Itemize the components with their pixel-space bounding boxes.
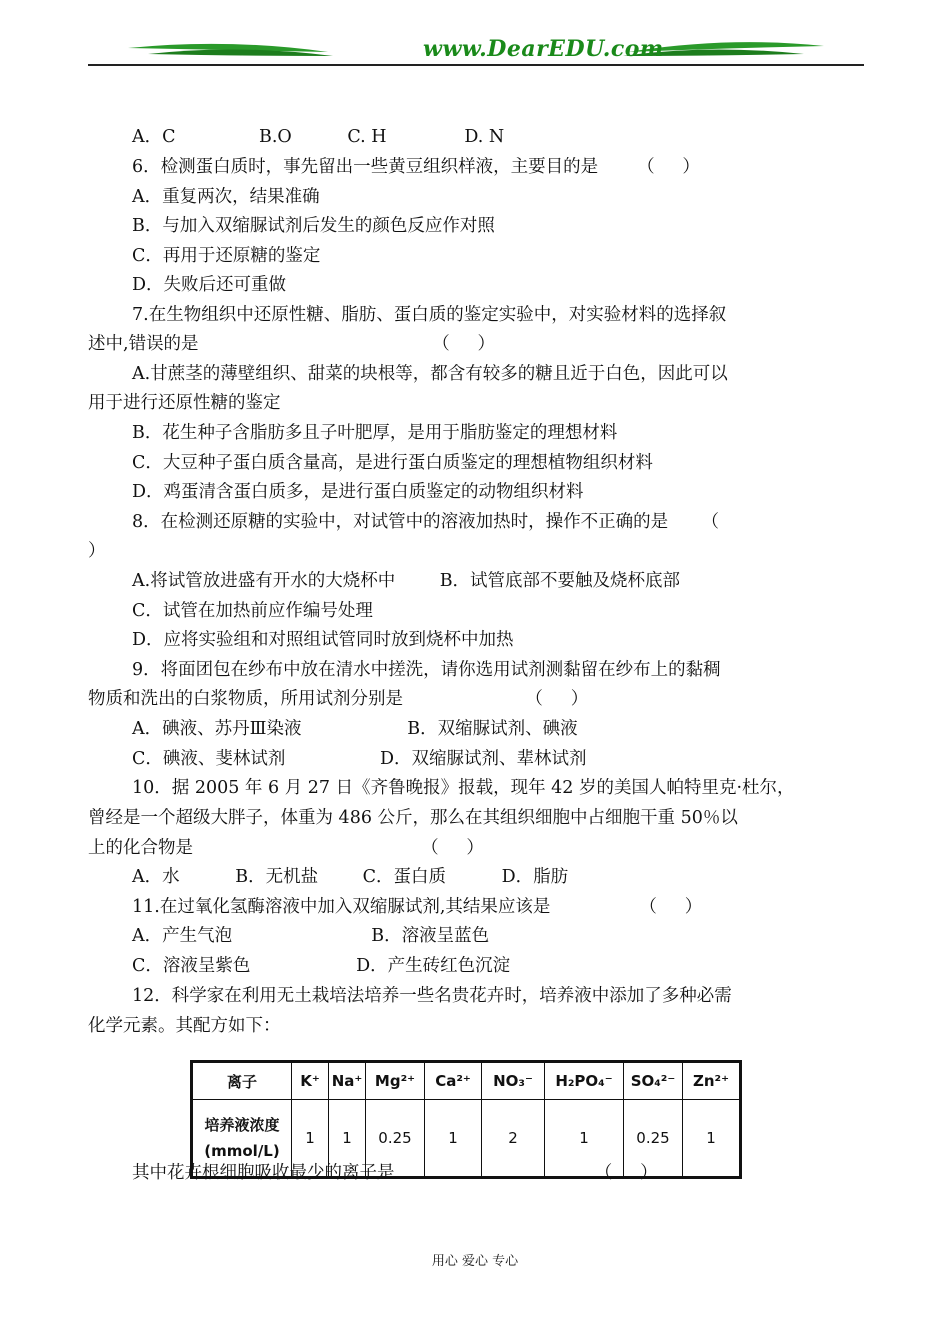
page-header [88,34,864,74]
ion-header-cell: Zn²⁺ [683,1062,741,1100]
text-line: 10．据 2005 年 6 月 27 日《齐鲁晚报》报载，现年 42 岁的美国人帕特里克·杜尔， [132,778,795,798]
text-line: 化学元素。其配方如下： [88,1016,281,1036]
text-line: 用于进行还原性糖的鉴定 [88,393,281,413]
text-line: C．再用于还原糖的鉴定 [132,246,321,266]
ion-header-cell: K⁺ [292,1062,329,1100]
text-line: A．碘液、苏丹Ⅲ染液 B．双缩脲试剂、碘液 [132,719,578,739]
text-line: A.甘蔗茎的薄壁组织、甜菜的块根等，都含有较多的糖且近于白色，因此可以 [132,364,728,384]
text-line: A．水 B．无机盐 C．蛋白质 D．脂肪 [132,867,569,887]
ion-header-cell: Mg²⁺ [366,1062,425,1100]
ion-row-label: 培养液浓度 (mmol/L) [192,1100,292,1178]
text-line: 11.在过氧化氢酶溶液中加入双缩脲试剂,其结果应该是 （ ） [132,897,703,917]
ion-table-value-row [192,1100,741,1178]
text-line: D．应将实验组和对照组试管同时放到烧杯中加热 [132,630,514,650]
ion-value-cell: 0.25 [366,1100,425,1178]
ion-header-cell: H₂PO₄⁻ [545,1062,624,1100]
ion-value-cell: 2 [482,1100,545,1178]
ion-table-header-row [192,1062,741,1100]
text-line: 9．将面团包在纱布中放在清水中搓洗，请你选用试剂测黏留在纱布上的黏稠 [132,660,721,680]
ion-value-cell: 1 [292,1100,329,1178]
text-line: A.将试管放进盛有开水的大烧杯中 B．试管底部不要触及烧杯底部 [132,571,681,591]
text-line: 其中花卉根细胞吸收最少的离子是 （ ） [132,1163,658,1183]
text-line: 7.在生物组织中还原性糖、脂肪、蛋白质的鉴定实验中，对实验材料的选择叙 [132,305,727,325]
text-line: 曾经是一个超级大胖子，体重为 486 公斤，那么在其组织细胞中占细胞干重 50％以 [88,808,738,828]
header-rule [88,64,864,66]
ion-value-cell: 1 [683,1100,741,1178]
text-line: C．试管在加热前应作编号处理 [132,601,373,621]
text-line: C．溶液呈紫色 D．产生砖红色沉淀 [132,956,511,976]
ion-header-cell: Na⁺ [329,1062,366,1100]
text-line: 12．科学家在利用无土栽培法培养一些名贵花卉时，培养液中添加了多种必需 [132,986,732,1006]
site-logo[interactable]: www.DearEDU.com [423,36,664,62]
ion-value-cell: 0.25 [624,1100,683,1178]
text-line: 6．检测蛋白质时，事先留出一些黄豆组织样液，主要目的是 （ ） [132,157,700,177]
ion-header-cell: NO₃⁻ [482,1062,545,1100]
text-line: D．鸡蛋清含蛋白质多，是进行蛋白质鉴定的动物组织材料 [132,482,584,502]
ion-value-cell: 1 [425,1100,482,1178]
text-line: D．失败后还可重做 [132,275,287,295]
text-line: C．碘液、斐林试剂 D．双缩脲试剂、辈林试剂 [132,749,587,769]
text-line: B．花生种子含脂肪多且子叶肥厚，是用于脂肪鉴定的理想材料 [132,423,618,443]
ion-header-cell: 离子 [192,1062,292,1100]
text-line: A．C B.O C. H D. N [132,127,505,147]
ion-header-cell: Ca²⁺ [425,1062,482,1100]
text-line: C．大豆种子蛋白质含量高，是进行蛋白质鉴定的理想植物组织材料 [132,453,653,473]
text-line: 述中,错误的是 （ ） [88,334,496,354]
text-line: A．重复两次，结果准确 [132,187,320,207]
ion-header-cell: SO₄²⁻ [624,1062,683,1100]
text-line: 上的化合物是 （ ） [88,838,484,858]
ion-value-cell: 1 [545,1100,624,1178]
text-line: 物质和洗出的白浆物质，所用试剂分别是 （ ） [88,689,589,709]
ion-value-cell: 1 [329,1100,366,1178]
page-footer: 用心 爱心 专心 [431,1254,519,1269]
text-line: B．与加入双缩脲试剂后发生的颜色反应作对照 [132,216,495,236]
ion-table [190,1060,742,1179]
text-line: 8．在检测还原糖的实验中，对试管中的溶液加热时，操作不正确的是 （ [132,512,720,532]
text-line: A．产生气泡 B．溶液呈蓝色 [132,926,490,946]
text-line: ） [88,541,106,561]
